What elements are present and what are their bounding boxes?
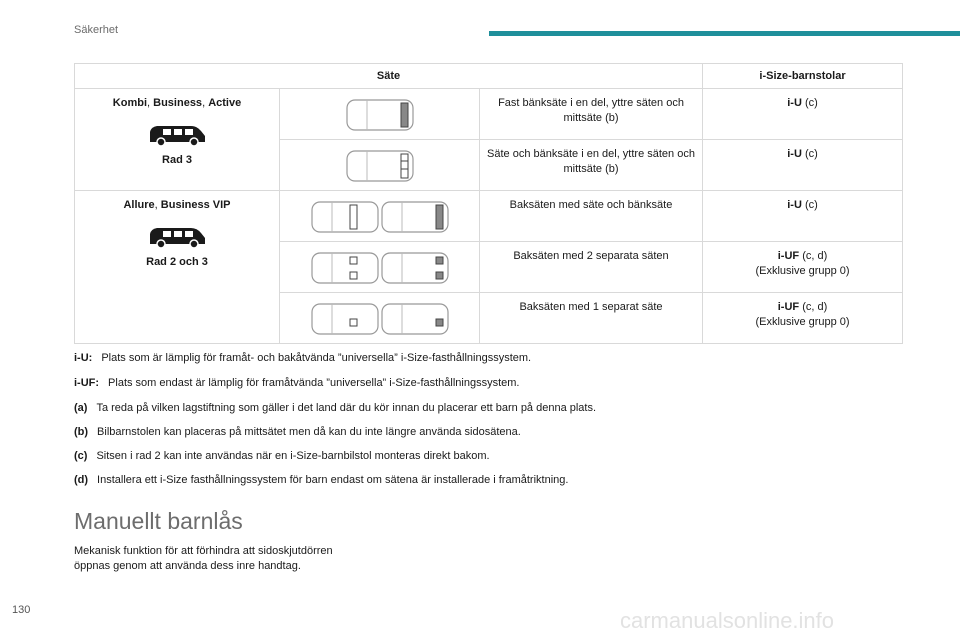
description-cell: Baksäten med 2 separata säten [480,242,703,293]
watermark: carmanualsonline.info [620,608,835,633]
seat-layout-topview-icon [310,251,450,285]
isize-cell: i-U (c) [703,140,903,191]
footnote: (b) Bilbarnstolen kan placeras på mittsätet men då kan du inte längre använda sidosätena. [74,426,521,438]
section-heading: Manuellt barnlås [74,508,243,534]
column-header-seat: Säte [75,64,703,89]
row-label: Rad 3 [162,154,192,166]
van-silhouette-icon [147,224,207,250]
isize-cell: i-UF (c, d) (Exklusive grupp 0) [703,293,903,344]
model-cell [75,191,280,344]
footnote: i-U: Plats som är lämplig för framåt- och bakåtvända ”universella” i-Size-fasthållningssystem. [74,352,532,364]
layout-cell [280,242,480,293]
model-cell [75,89,280,191]
description-cell: Fast bänksäte i en del, yttre säten och mittsäte (b) [480,89,703,140]
seat-layout-topview-icon [310,200,450,234]
seat-layout-topview-icon [345,98,415,132]
section-paragraph: Mekanisk funktion för att förhindra att sidoskjutdörren öppnas genom att använda dess inre handtag. [74,545,333,572]
seat-layout-topview-icon [345,149,415,183]
seat-layout-topview-icon [310,302,450,336]
footnote: (a) Ta reda på vilken lagstiftning som gäller i det land där du kör innan du placerar ett barn på denna plats. [74,402,597,414]
footnote: (c) Sitsen i rad 2 kan inte användas när en i-Size-barnbilstol monteras direkt bakom. [74,450,490,462]
isize-cell: i-U (c) [703,89,903,140]
section-title: Säkerhet [74,24,119,36]
layout-cell [280,140,480,191]
page-number: 130 [12,604,31,616]
description-cell: Baksäten med säte och bänksäte [480,191,703,242]
model-names: Allure, Business VIP [123,199,231,211]
model-names: Kombi, Business, Active [112,97,242,109]
van-silhouette-icon [147,122,207,148]
accent-bar [489,31,960,36]
footnote: (d) Installera ett i-Size fasthållningssystem för barn endast om sätena är installerade i framåtriktning. [74,474,569,486]
layout-cell [280,293,480,344]
isize-cell: i-U (c) [703,191,903,242]
isize-cell: i-UF (c, d) (Exklusive grupp 0) [703,242,903,293]
footnote: i-UF: Plats som endast är lämplig för framåtvända ”universella” i-Size-fasthållningssystem. [74,377,520,389]
description-cell: Baksäten med 1 separat säte [480,293,703,344]
seating-table [74,63,903,344]
description-cell: Säte och bänksäte i en del, yttre säten och mittsäte (b) [480,140,703,191]
table-row [75,89,903,140]
table-row [75,191,903,242]
layout-cell [280,191,480,242]
layout-cell [280,89,480,140]
table-header-row [75,64,903,89]
column-header-isize: i-Size-barnstolar [703,64,903,89]
row-label: Rad 2 och 3 [146,256,208,268]
